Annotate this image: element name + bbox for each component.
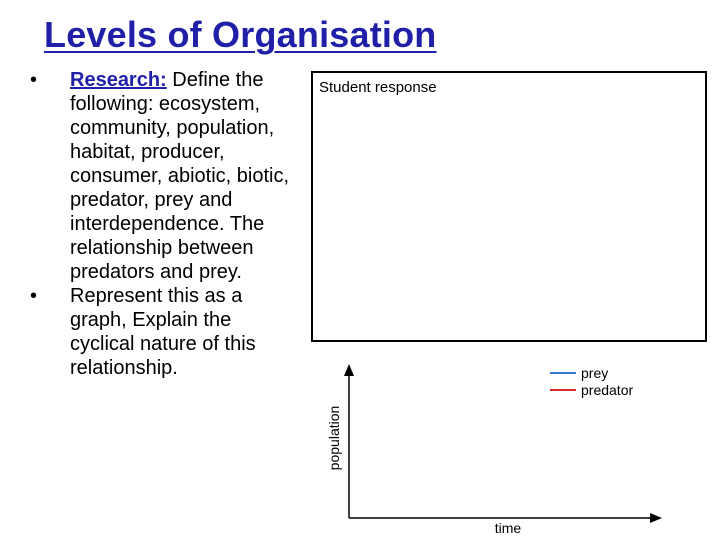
- legend-label-predator: predator: [581, 382, 634, 398]
- bullet-item-graph: [30, 284, 292, 380]
- x-axis-label: time: [494, 520, 522, 536]
- x-axis-arrow-icon: [650, 513, 662, 523]
- bullet-list: [30, 68, 292, 380]
- bullet-marker: •: [30, 69, 38, 91]
- student-response-label: Student response: [319, 79, 437, 96]
- student-response-box[interactable]: [311, 71, 707, 342]
- y-axis-label: population: [326, 405, 342, 471]
- legend: [550, 365, 633, 398]
- y-axis-arrow-icon: [344, 364, 354, 376]
- slide-title: Levels of Organisation: [44, 14, 437, 55]
- predator-prey-graph: [318, 350, 678, 540]
- legend-label-prey: prey: [581, 365, 609, 381]
- bullet-marker: •: [30, 285, 38, 307]
- research-label: Research:: [70, 69, 167, 91]
- graph-instruction-text: Represent this as a graph, Explain the cyclical nature of this relationship.: [70, 285, 256, 379]
- research-text: Define the following: ecosystem, community, population, habitat, producer, consumer, abiotic, biotic, predator, prey and interdependence. The relationship between predators and prey.: [70, 69, 289, 283]
- bullet-item-research: [30, 68, 292, 284]
